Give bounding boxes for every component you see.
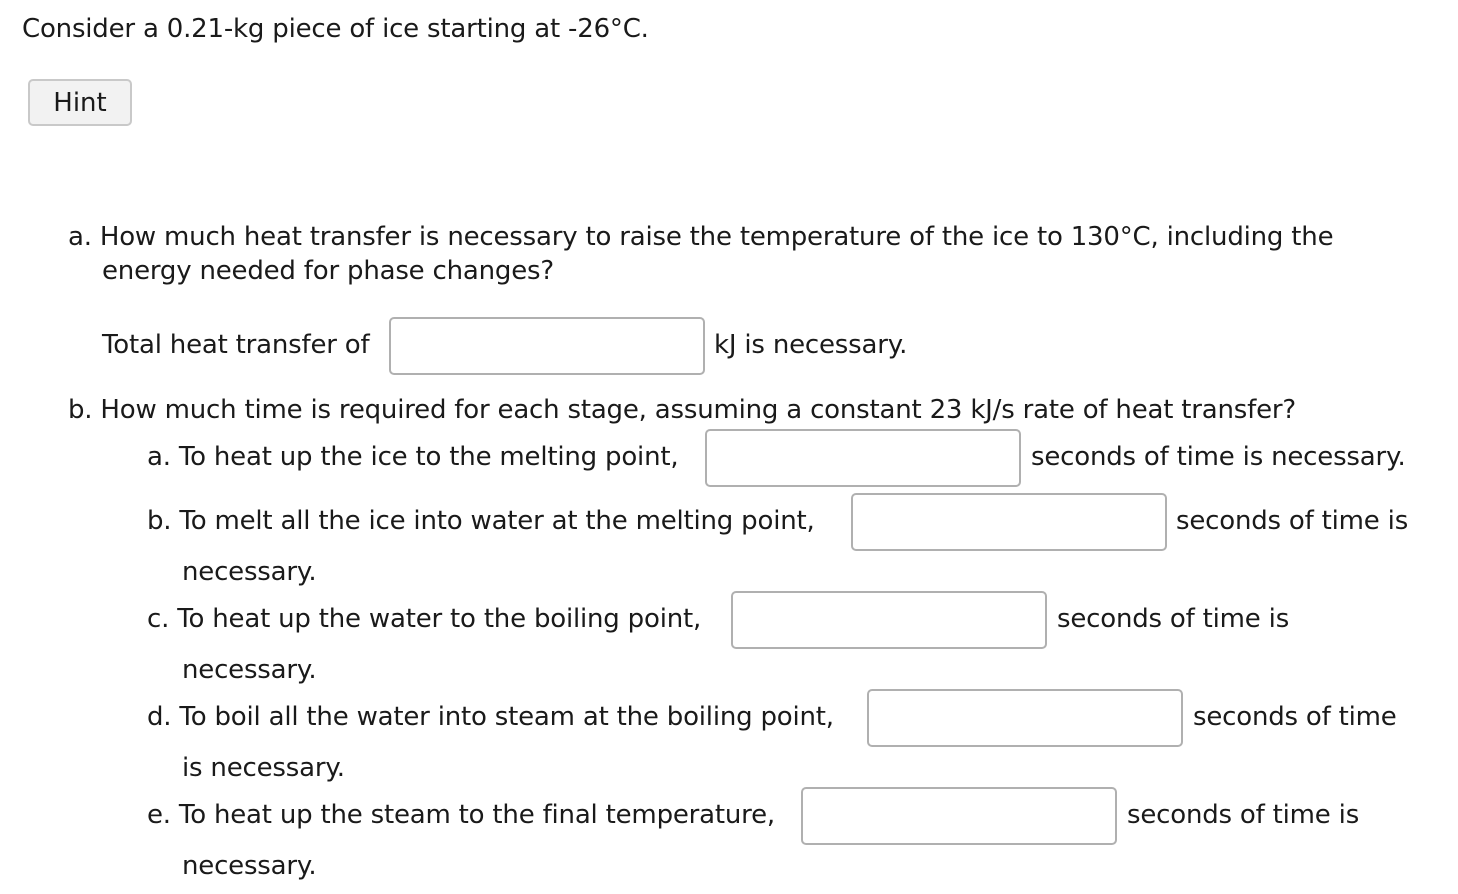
stage-e-suffix: seconds of time is xyxy=(1127,800,1360,830)
stage-e-time-input[interactable] xyxy=(801,787,1117,845)
total-heat-unit: kJ is necessary. xyxy=(714,330,908,360)
stage-d-label: d. To boil all the water into steam at the boiling point, xyxy=(147,702,834,732)
stage-d-continuation: is necessary. xyxy=(182,753,345,783)
stage-b-label: b. To melt all the ice into water at the melting point, xyxy=(147,506,815,536)
stage-e-continuation: necessary. xyxy=(182,851,317,881)
problem-intro: Consider a 0.21-kg piece of ice starting at -26°C. xyxy=(22,14,649,44)
part-b-question: b. How much time is required for each stage, assuming a constant 23 kJ/s rate of heat transfer? xyxy=(68,395,1296,425)
part-a-question-line1: a. How much heat transfer is necessary to raise the temperature of the ice to 130°C, including the xyxy=(68,222,1334,252)
stage-b-suffix: seconds of time is xyxy=(1176,506,1409,536)
stage-c-label: c. To heat up the water to the boiling point, xyxy=(147,604,702,634)
stage-c-time-input[interactable] xyxy=(731,591,1047,649)
total-heat-input[interactable] xyxy=(389,317,705,375)
stage-c-suffix: seconds of time is xyxy=(1057,604,1290,634)
hint-button[interactable]: Hint xyxy=(28,79,132,126)
stage-a-time-input[interactable] xyxy=(705,429,1021,487)
stage-b-time-input[interactable] xyxy=(851,493,1167,551)
stage-a-suffix: seconds of time is necessary. xyxy=(1031,442,1406,472)
stage-d-time-input[interactable] xyxy=(867,689,1183,747)
stage-e-label: e. To heat up the steam to the final temperature, xyxy=(147,800,775,830)
stage-d-suffix: seconds of time xyxy=(1193,702,1397,732)
part-a-question-line2: energy needed for phase changes? xyxy=(102,256,554,286)
stage-a-label: a. To heat up the ice to the melting point, xyxy=(147,442,679,472)
stage-c-continuation: necessary. xyxy=(182,655,317,685)
stage-b-continuation: necessary. xyxy=(182,557,317,587)
total-heat-label: Total heat transfer of xyxy=(102,330,370,360)
